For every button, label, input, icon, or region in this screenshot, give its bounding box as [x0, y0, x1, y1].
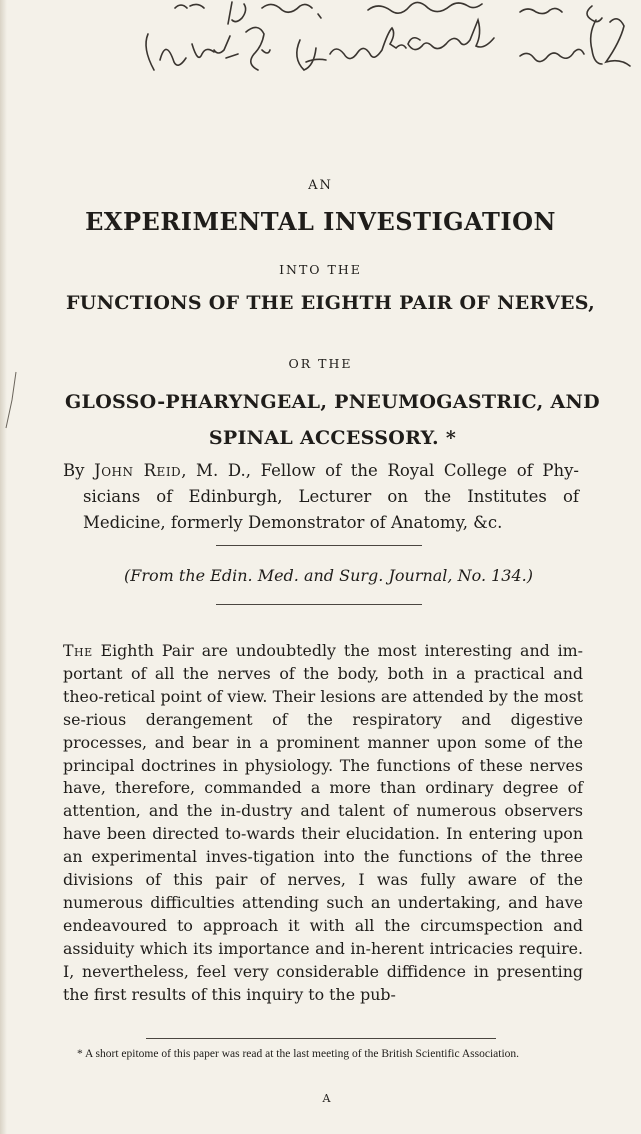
title-connector-into: INTO THE	[279, 262, 362, 277]
citation-journal: From the Edin. Med. and Surg. Journal,	[130, 566, 453, 585]
title-prefix: AN	[308, 178, 333, 193]
source-citation	[0, 566, 641, 585]
byline-by: By	[63, 461, 85, 480]
subtitle-line-1: GLOSSO-PHARYNGEAL, PNEUMOGASTRIC, AND	[65, 391, 600, 413]
citation-close-paren: )	[526, 566, 533, 585]
footnote: * A short epitome of this paper was read at the last meeting of the British Scientific Association.	[77, 1048, 520, 1060]
footnote-divider	[146, 1038, 496, 1039]
signature-mark: A	[322, 1092, 331, 1105]
handwritten-inscription	[0, 0, 641, 90]
paragraph-opening-word: The	[63, 641, 93, 660]
author-credentials: , M. D., Fellow of the Royal College of Phy-sicians of Edinburgh, Lecturer on the Institutes of Medicine, formerly Demonstrator of Anatomy, &c.	[83, 461, 579, 532]
page-title: EXPERIMENTAL INVESTIGATION	[85, 207, 556, 236]
author-byline	[63, 458, 579, 536]
citation-number: No. 134.	[452, 566, 527, 585]
divider-bottom	[216, 604, 422, 605]
author-name: John Reid	[94, 461, 182, 480]
subtitle-line-2: SPINAL ACCESSORY. *	[208, 427, 457, 449]
title-connector-or: OR THE	[288, 356, 353, 371]
page-subtitle: FUNCTIONS OF THE EIGHTH PAIR OF NERVES,	[65, 292, 596, 314]
paragraph-text: Eighth Pair are undoubtedly the most interesting and im-portant of all the nerves of the body, both in a practical and theo-retical point of view. Their lesions are attended by the most se-rious derangement of the respiratory and digestive processes, and bear in a prominent manner upon some of the principal doctrines in physiology. The functions of these nerves have, therefore, commanded a more than ordinary degree of attention, and the in-dustry and talent of numerous observers have been directed to-wards their elucidation. In entering upon an experimental inves-tigation into the functions of the three divisions of this pair of nerves, I was fully aware of the numerous difficulties attending such an undertaking, and have endeavoured to approach it with all the circumspection and assiduity which its importance and in-herent intricacies require. I, nevertheless, feel very considerable diffidence in presenting the first results of this inquiry to the pub-	[63, 641, 583, 1004]
page-subtitle-continued	[0, 384, 641, 456]
body-paragraph	[63, 640, 583, 1007]
divider-top	[216, 545, 422, 546]
citation-open-paren: (	[124, 566, 131, 585]
